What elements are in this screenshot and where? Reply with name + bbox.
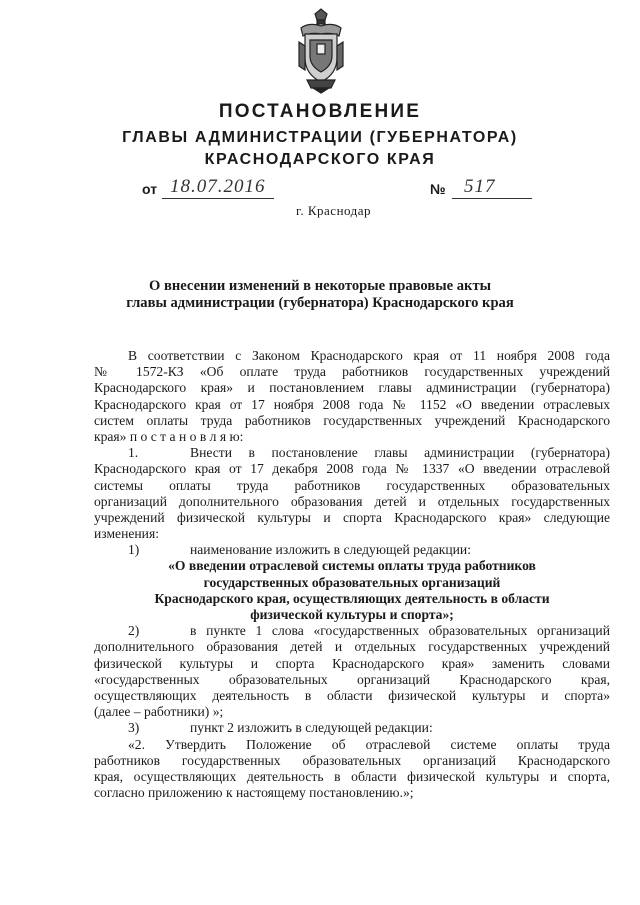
item-1-line: Краснодарского края от 17 декабря 2008 года № 1337 «О введении отраслевой (94, 461, 610, 477)
preamble-line: № 1572-КЗ «Об оплате труда работников государственных учреждений (94, 364, 610, 380)
subject-line-2: главы администрации (губернатора) Краснодарского края (126, 295, 514, 311)
subitem-1-line (94, 542, 610, 558)
document-type-title: ПОСТАНОВЛЕНИЕ (218, 101, 422, 122)
number-value: 517 (464, 176, 496, 197)
subitem-2-line: осуществляющих деятельность в области физической культуры и спорта» (94, 687, 610, 703)
new-title-line: «О введении отраслевой системы оплаты труда работников (168, 558, 536, 574)
item-1-line: организаций дополнительного образования детей и отдельных государственных (94, 493, 610, 509)
preamble-line: систем оплаты труда работников государственных учреждений Краснодарского (94, 412, 610, 428)
item-1-text: Внести в постановление главы администрации (губернатора) (190, 445, 610, 461)
preamble-line: В соответствии с Законом Краснодарского края от 11 ноября 2008 года (128, 348, 610, 363)
issuer-line-1: ГЛАВЫ АДМИНИСТРАЦИИ (ГУБЕРНАТОРА) (122, 129, 518, 146)
preamble-line: Краснодарского края» и постановлением главы администрации (губернатора) (94, 380, 610, 396)
subitem-2-line: дополнительного образования детей и отдельных государственных учреждений (94, 639, 610, 655)
quoted-text-line: согласно приложению к настоящему постановлению.»; (94, 785, 414, 801)
item-1-line: системы оплаты труда работников государственных образовательных (94, 477, 610, 493)
subitem-1-number: 1) (128, 542, 140, 558)
subitem-2-text: в пункте 1 слова «государственных образовательных организаций (190, 623, 610, 639)
item-1-line: изменения: (94, 526, 159, 542)
quoted-text-line: края, осуществляющих деятельность в области физической культуры и спорта, (94, 768, 610, 784)
date-label: от (142, 181, 158, 197)
subitem-2-line: физической культуры и спорта Краснодарского края» заменить словами (94, 655, 610, 671)
new-title-line: государственных образовательных организаций (203, 574, 501, 590)
number-underline (452, 198, 532, 199)
preamble-line: края» п о с т а н о в л я ю: (94, 428, 244, 444)
quoted-text-line: «2. Утвердить Положение об отраслевой системе оплаты труда (128, 736, 610, 752)
item-1-line (94, 445, 610, 461)
number-label: № (430, 181, 446, 197)
quoted-text-line: работников государственных образовательных организаций Краснодарского (94, 752, 610, 768)
subject-line-1: О внесении изменений в некоторые правовые акты (148, 278, 492, 294)
issuer-line-2: КРАСНОДАРСКОГО КРАЯ (204, 151, 436, 168)
subitem-2-number: 2) (128, 623, 140, 639)
city-name: г. Краснодар (296, 203, 372, 218)
krasnodar-coat-of-arms-emblem (293, 8, 349, 94)
subitem-3-line (94, 720, 610, 736)
subitem-1-text: наименование изложить в следующей редакции: (190, 542, 471, 558)
document-body (94, 348, 610, 801)
subitem-3-number: 3) (128, 720, 140, 736)
new-title-line: физической культуры и спорта»; (250, 607, 454, 622)
subitem-2-line (94, 623, 610, 639)
subitem-2-line: «государственных образовательных организаций Краснодарского края, (94, 671, 610, 687)
new-title-line: Краснодарского края, осуществляющих деятельность в области (154, 590, 550, 606)
subitem-3-text: пункт 2 изложить в следующей редакции: (190, 720, 433, 736)
date-value: 18.07.2016 (170, 176, 266, 197)
preamble-line: Краснодарского края от 17 ноября 2008 года № 1152 «О введении отраслевых (94, 396, 610, 412)
item-1-number: 1. (128, 445, 139, 461)
subitem-2-line: (далее – работники) »; (94, 704, 224, 720)
item-1-line: учреждений физической культуры и спорта Краснодарского края» следующие (94, 509, 610, 525)
date-underline (162, 198, 274, 199)
